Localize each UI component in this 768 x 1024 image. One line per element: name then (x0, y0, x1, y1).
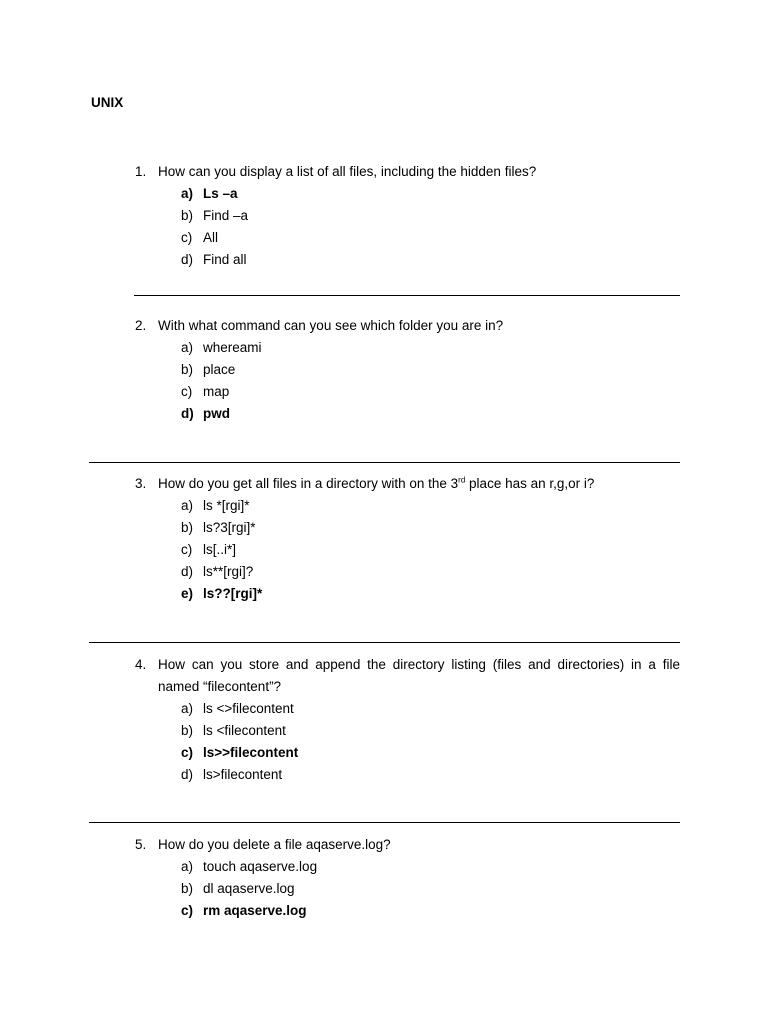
option-b: b) place (181, 362, 236, 377)
ordinal-superscript: rd (458, 475, 466, 485)
option-a: a) touch aqaserve.log (181, 859, 318, 874)
question-number: 4. (135, 657, 147, 672)
question-1 (135, 161, 680, 271)
option-a: a) whereami (181, 340, 262, 355)
option-list (135, 698, 680, 786)
option-list (135, 183, 680, 271)
option-d: d) Find all (181, 252, 247, 267)
divider (89, 642, 680, 643)
question-text: How can you display a list of all files, including the hidden files? (158, 164, 537, 179)
option-a: a) ls <>filecontent (181, 701, 294, 716)
option-b: b) ls?3[rgi]* (181, 520, 256, 535)
option-a: a) Ls –a (181, 186, 238, 201)
question-4 (135, 654, 680, 786)
option-c: c) rm aqaserve.log (181, 903, 307, 918)
question-number: 3. (135, 476, 147, 491)
document-title: UNIX (91, 95, 124, 110)
option-c: c) ls[..i*] (181, 542, 237, 557)
question-number: 1. (135, 164, 147, 179)
question-text: How do you get all files in a directory with on the 3rd place has an r,g,or i? (158, 475, 595, 491)
divider (89, 822, 680, 823)
option-d: d) ls**[rgi]? (181, 564, 254, 579)
option-b: b) Find –a (181, 208, 249, 223)
option-b: b) dl aqaserve.log (181, 881, 295, 896)
option-a: a) ls *[rgi]* (181, 498, 250, 513)
option-c: c) ls>>filecontent (181, 745, 299, 760)
question-number: 2. (135, 318, 147, 333)
question-text-continued: named “filecontent”? (158, 679, 282, 694)
question-text: How do you delete a file aqaserve.log? (158, 837, 391, 852)
option-list (135, 337, 680, 425)
divider (134, 295, 680, 296)
option-d: d) pwd (181, 406, 230, 421)
option-e: e) ls??[rgi]* (181, 586, 263, 601)
question-text: How can you store and append the directory listing (files and directories) in a file (158, 657, 680, 672)
question-5 (135, 834, 680, 922)
divider (89, 462, 680, 463)
question-3 (135, 473, 680, 605)
option-d: d) ls>filecontent (181, 767, 283, 782)
question-2 (135, 315, 680, 425)
question-number: 5. (135, 837, 147, 852)
option-b: b) ls <filecontent (181, 723, 286, 738)
option-c: c) All (181, 230, 219, 245)
option-list (135, 856, 680, 922)
question-text: With what command can you see which folder you are in? (158, 318, 504, 333)
option-c: c) map (181, 384, 230, 399)
option-list (135, 495, 680, 605)
